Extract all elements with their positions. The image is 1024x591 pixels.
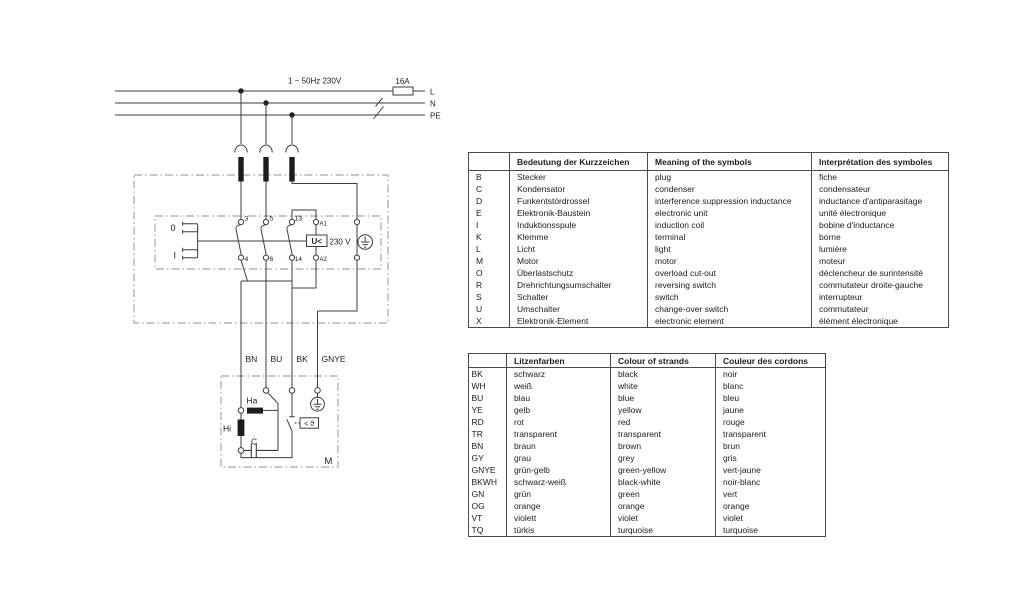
cell-en: light [648, 243, 812, 255]
cell-fr: jaune [716, 404, 826, 416]
table-row [469, 231, 949, 243]
cell-de: Umschalter [510, 303, 648, 315]
cell-en: condenser [648, 183, 812, 195]
cell-fr: bobine d'inductance [812, 219, 949, 231]
main-winding-symbol [238, 420, 245, 437]
table-row [469, 476, 826, 488]
symbol-table [468, 152, 949, 328]
cell-key: L [476, 244, 481, 254]
cell-en: violet [611, 512, 716, 524]
cell-en: reversing switch [648, 279, 812, 291]
cell-de: Stecker [510, 171, 648, 184]
cell-fr: interrupteur [812, 291, 949, 303]
column-header: Colour of strands [611, 354, 716, 368]
cell-key: B [476, 172, 482, 182]
cell-en: black [611, 368, 716, 381]
table-row [469, 380, 826, 392]
cell-key: X [476, 316, 482, 326]
cell-en: orange [611, 500, 716, 512]
circuit-diagram [0, 0, 470, 480]
cell-key: TQ [471, 525, 484, 535]
cell-fr: violet [716, 512, 826, 524]
table-row [469, 315, 949, 328]
cell-fr: moteur [812, 255, 949, 267]
cell-fr: élément électronique [812, 315, 949, 328]
cell-en: red [611, 416, 716, 428]
cell-de: rot [507, 416, 611, 428]
terminal-4: 4 [244, 256, 249, 263]
cell-key: R [476, 280, 483, 290]
cell-en: transparent [611, 428, 716, 440]
column-header: Meaning of the symbols [648, 153, 812, 171]
key-column-header [469, 153, 510, 171]
table-row [469, 392, 826, 404]
table-row [469, 303, 949, 315]
cell-key: GNYE [471, 465, 496, 475]
table-row [469, 171, 949, 184]
cell-en: interference suppression inductance [648, 195, 812, 207]
cell-key: RD [471, 417, 484, 427]
column-header: Interprétation des symboles [812, 153, 949, 171]
motor-wiring [241, 260, 357, 407]
cell-fr: turquoise [716, 524, 826, 537]
cell-fr: noir [716, 368, 826, 381]
terminal-5: 5 [269, 215, 274, 223]
cell-fr: brun [716, 440, 826, 452]
cell-en: change-over switch [648, 303, 812, 315]
cell-de: blau [507, 392, 611, 404]
cell-key: C [476, 184, 483, 194]
cell-de: Elektronik-Element [510, 315, 648, 328]
cell-fr: orange [716, 500, 826, 512]
cell-de: schwarz [507, 368, 611, 381]
voltage-label: 230 V [329, 237, 351, 247]
table-row [469, 267, 949, 279]
table-row [469, 464, 826, 476]
cell-en: black-white [611, 476, 716, 488]
cell-key: VT [471, 513, 483, 523]
cell-fr: blanc [716, 380, 826, 392]
terminal-a2: A2 [319, 257, 327, 263]
earth-icon [358, 235, 373, 250]
cell-fr: fiche [812, 171, 949, 184]
cell-de: Licht [510, 243, 648, 255]
colour-table [468, 353, 826, 537]
table-row [469, 512, 826, 524]
motor-earth-icon [311, 393, 325, 411]
thermal-label: < ϑ [304, 421, 315, 428]
wire-label-bu: BU [270, 354, 283, 364]
cell-fr: noir-blanc [716, 476, 826, 488]
cell-de: grün-gelb [507, 464, 611, 476]
cell-de: Induktionsspule [510, 219, 648, 231]
table-row [469, 207, 949, 219]
cell-key: GN [471, 489, 485, 499]
cell-de: Drehrichtungsumschalter [510, 279, 648, 291]
table-row [469, 488, 826, 500]
cell-en: induction coil [648, 219, 812, 231]
cell-en: electronic unit [648, 207, 812, 219]
table-row [469, 524, 826, 537]
aux-winding-label: Ha [246, 395, 258, 406]
wire-label-bk: BK [296, 354, 308, 364]
table-row [469, 195, 949, 207]
button-on-label: I [173, 250, 177, 261]
cell-de: türkis [507, 524, 611, 537]
cell-de: Klemme [510, 231, 648, 243]
column-header: Bedeutung der Kurzzeichen [510, 153, 648, 171]
cell-fr: vert-jaune [716, 464, 826, 476]
line-label-n: N [430, 99, 436, 109]
cell-key: K [476, 232, 482, 242]
column-header: Litzenfarben [507, 354, 611, 368]
earth-terminal [354, 219, 372, 260]
cell-en: grey [611, 452, 716, 464]
table-row [469, 243, 949, 255]
symbol-table-container [468, 152, 949, 328]
table-row [469, 255, 949, 267]
fuse-symbol [393, 87, 413, 95]
cell-fr: borne [812, 231, 949, 243]
terminal-13: 13 [294, 215, 303, 223]
cell-de: Funkentstördrossel [510, 195, 648, 207]
capacitor-label: C [251, 436, 258, 447]
main-switch-contacts [198, 219, 307, 260]
cell-key: WH [471, 381, 486, 391]
cell-fr: lumière [812, 243, 949, 255]
cell-de: schwarz-weiß [507, 476, 611, 488]
cell-key: S [476, 292, 482, 302]
cell-de: Motor [510, 255, 648, 267]
cell-en: brown [611, 440, 716, 452]
cell-fr: gris [716, 452, 826, 464]
motor-label: M [324, 456, 333, 467]
header-row [469, 153, 949, 171]
cell-key: YE [471, 405, 483, 415]
table-row [469, 440, 826, 452]
cell-key: BK [471, 369, 483, 379]
line-label-pe: PE [430, 111, 441, 121]
cell-en: switch [648, 291, 812, 303]
cell-key: BU [471, 393, 484, 403]
main-winding-label: Hi [223, 423, 232, 434]
table-row [469, 279, 949, 291]
fuse-label: 16A [395, 77, 410, 86]
cell-de: braun [507, 440, 611, 452]
cell-fr: commutateur [812, 303, 949, 315]
cell-de: orange [507, 500, 611, 512]
cell-de: Kondensator [510, 183, 648, 195]
terminal-a1: A1 [319, 221, 327, 228]
cell-fr: rouge [716, 416, 826, 428]
cell-de: violett [507, 512, 611, 524]
cell-en: yellow [611, 404, 716, 416]
button-off-label: 0 [170, 223, 176, 233]
column-header: Couleur des cordons [716, 354, 826, 368]
cell-key: GY [471, 453, 484, 463]
wire-label-gnye: GNYE [321, 354, 346, 364]
capacitor-symbol [244, 444, 278, 458]
cell-en: green-yellow [611, 464, 716, 476]
key-column-header [469, 354, 507, 368]
cell-en: electronic element [648, 315, 812, 328]
header-row [469, 354, 826, 368]
supply-lines [115, 87, 425, 119]
cell-de: weiß [507, 380, 611, 392]
cell-en: turquoise [611, 524, 716, 537]
table-row [469, 428, 826, 440]
wire-label-bn: BN [245, 354, 258, 364]
cell-key: D [476, 196, 483, 206]
table-row [469, 416, 826, 428]
cell-en: plug [648, 171, 812, 184]
supply-label: 1 ~ 50Hz 230V [288, 76, 342, 86]
cell-key: O [476, 268, 483, 278]
aux-winding-symbol [247, 408, 263, 414]
table-row [469, 291, 949, 303]
cell-en: white [611, 380, 716, 392]
on-off-buttons [183, 222, 198, 260]
terminal-14: 14 [294, 256, 303, 263]
cell-fr: bleu [716, 392, 826, 404]
cell-en: terminal [648, 231, 812, 243]
terminal-6: 6 [269, 256, 274, 263]
table-row [469, 452, 826, 464]
table-row [469, 368, 826, 381]
cell-fr: déclencheur de surintensité [812, 267, 949, 279]
line-label-l: L [430, 87, 435, 97]
undervoltage-symbol: U< [311, 237, 322, 246]
cell-de: Überlastschutz [510, 267, 648, 279]
table-row [469, 500, 826, 512]
table-row [469, 183, 949, 195]
cell-de: grau [507, 452, 611, 464]
cell-key: OG [471, 501, 485, 511]
cell-key: TR [471, 429, 483, 439]
cell-en: blue [611, 392, 716, 404]
cell-de: Elektronik-Baustein [510, 207, 648, 219]
plug-connectors [235, 91, 357, 219]
cell-fr: commutateur droite-gauche [812, 279, 949, 291]
cell-fr: transparent [716, 428, 826, 440]
cell-en: overload cut-out [648, 267, 812, 279]
cell-fr: inductance d'antiparasitage [812, 195, 949, 207]
cell-de: Schalter [510, 291, 648, 303]
cell-de: gelb [507, 404, 611, 416]
cell-key: BKWH [471, 477, 497, 487]
switch-unit-outline [134, 175, 388, 323]
cell-fr: condensateur [812, 183, 949, 195]
terminal-3: 3 [244, 215, 249, 223]
table-row [469, 404, 826, 416]
cell-de: grün [507, 488, 611, 500]
cell-fr: unité électronique [812, 207, 949, 219]
cell-en: motor [648, 255, 812, 267]
cell-key: U [476, 304, 483, 314]
cell-key: M [476, 256, 484, 266]
cell-de: transparent [507, 428, 611, 440]
cell-key: I [476, 220, 479, 230]
colour-table-container [468, 353, 826, 537]
table-row [469, 219, 949, 231]
cell-key: E [476, 208, 482, 218]
cell-en: green [611, 488, 716, 500]
cell-fr: vert [716, 488, 826, 500]
cell-key: BN [471, 441, 484, 451]
